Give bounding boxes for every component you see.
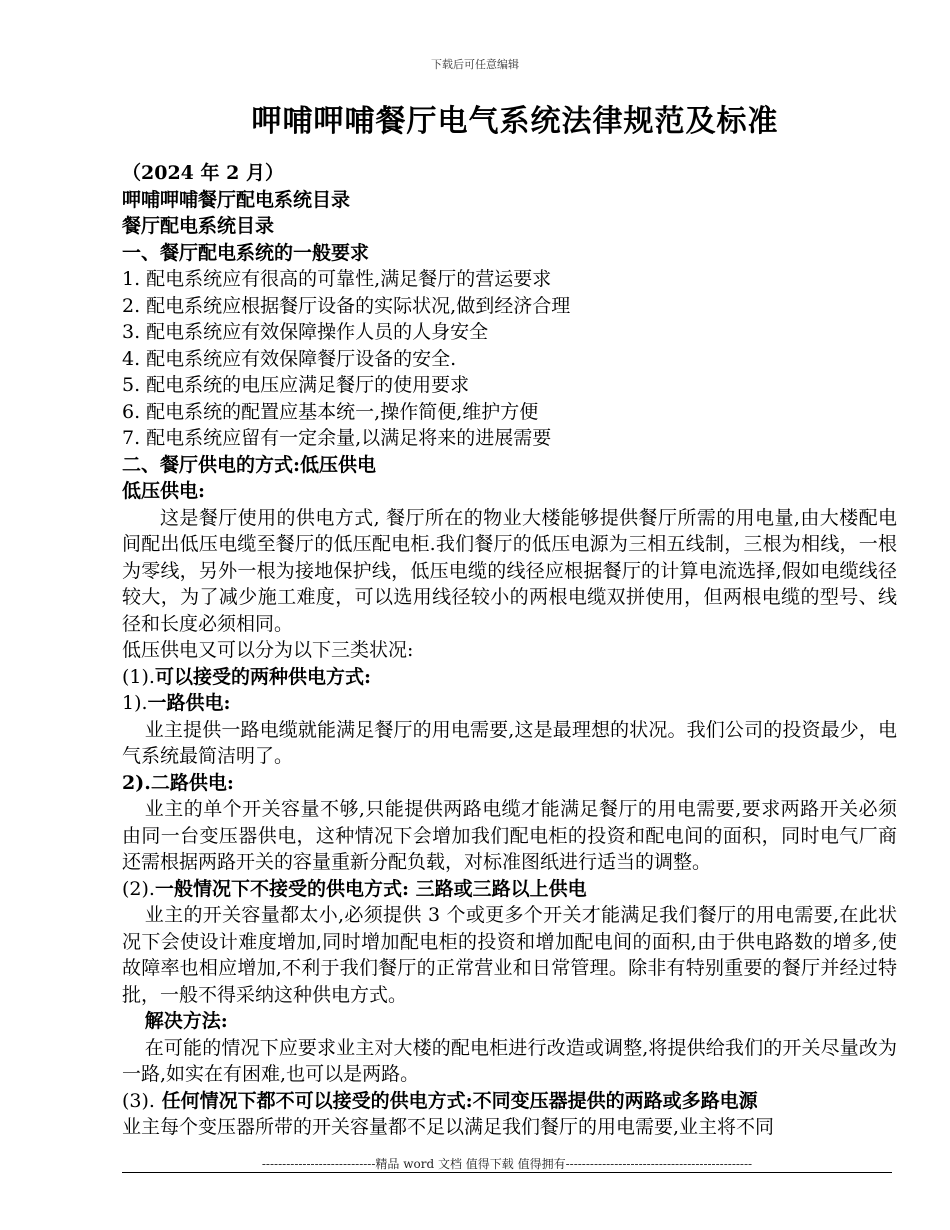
requirement-item: 1. 配电系统应有很高的可靠性,满足餐厅的营运要求	[122, 268, 552, 290]
footer-divider	[122, 1172, 892, 1173]
category-2-heading	[122, 876, 897, 903]
category-3-paragraph: 业主每个变压器所带的开关容量都不足以满足我们餐厅的用电需要,业主将不同	[122, 1116, 775, 1138]
requirement-item: 6. 配电系统的配置应基本统一,操作简便,维护方便	[122, 400, 539, 423]
category-1-title: 可以接受的两种供电方式:	[154, 665, 371, 688]
sub-2-paragraph: 业主的单个开关容量不够,只能提供两路电缆才能满足餐厅的用电需要,要求两路开关必须由同一台变压器供电，这种情况下会增加我们配电柜的投资和配电间的面积，同时电气厂商还需根据两路开关的容量重新分配负载，对标准图纸进行适当的调整。	[122, 798, 897, 873]
category-2-title: 一般情况下不接受的供电方式: 三路或三路以上供电	[154, 877, 587, 900]
requirement-item: 7. 配电系统应留有一定余量,以满足将来的进展需要	[122, 427, 552, 449]
solution-label: 解决方法:	[144, 1010, 228, 1032]
category-3-title: 任何情况下都不可以接受的供电方式:不同变压器提供的两路或多路电源	[154, 1089, 758, 1112]
sub-1-paragraph: 业主提供一路电缆就能满足餐厅的用电需要,这是最理想的状况。我们公司的投资最少，电气系统最简洁明了。	[122, 718, 897, 767]
requirement-item: 5. 配电系统的电压应满足餐厅的使用要求	[122, 374, 470, 396]
document-title: 呷哺呷哺餐厅电气系统法律规范及标准	[251, 104, 779, 139]
toc-heading-2: 餐厅配电系统目录	[122, 215, 275, 237]
sub-1-prefix: 1).	[122, 692, 148, 714]
requirement-item: 2. 配电系统应根据餐厅设备的实际状况,做到经济合理	[122, 294, 571, 317]
category-1-heading	[122, 664, 897, 691]
category-2-paragraph: 业主的开关容量都太小,必须提供 3 个或更多个开关才能满足我们餐厅的用电需要,在此状况下会使设计难度增加,同时增加配电柜的投资和增加配电间的面积,由于供电路数的增多,使故障率也相应增加,不利于我们餐厅的正常营业和日常管理。除非有特别重要的餐厅并经过特批，一般不得采纳这种供电方式。	[122, 904, 897, 1006]
solution-paragraph: 在可能的情况下应要求业主对大楼的配电柜进行改造或调整,将提供给我们的开关尽量改为一路,如实在有困难,也可以是两路。	[122, 1036, 897, 1085]
low-voltage-classes: 低压供电又可以分为以下三类状况:	[122, 639, 414, 661]
document-body	[122, 160, 897, 1141]
toc-heading-1: 呷哺呷哺餐厅配电系统目录	[122, 188, 351, 211]
section2-title: 二、餐厅供电的方式:低压供电	[122, 453, 377, 476]
category-2-prefix: (2).	[122, 877, 155, 900]
requirement-item: 4. 配电系统应有效保障餐厅设备的安全.	[122, 347, 457, 370]
requirement-item: 3. 配电系统应有效保障操作人员的人身安全	[122, 321, 489, 343]
footer-note: ----------------------------精品 word 文档 值得下载 值得拥有----------------------------------------------	[261, 1157, 753, 1171]
low-voltage-label: 低压供电:	[122, 480, 206, 502]
category-1-prefix: (1).	[122, 665, 155, 688]
sub-2-heading: 2).二路供电:	[122, 771, 234, 794]
sub-1-title: 一路供电:	[147, 692, 231, 714]
category-3-heading	[122, 1088, 897, 1115]
category-3-prefix: (3).	[122, 1089, 155, 1112]
header-note: 下载后可任意编辑	[431, 58, 519, 71]
sub-1-heading	[122, 690, 897, 717]
low-voltage-paragraph: 这是餐厅使用的供电方式, 餐厅所在的物业大楼能够提供餐厅所需的用电量,由大楼配电间配出低压电缆至餐厅的低压配电柜.我们餐厅的低压电源为三相五线制，三根为相线，一根为零线，另外一根为接地保护线，低压电缆的线径应根据餐厅的计算电流选择,假如电缆线径较大，为了减少施工难度，可以选用线径较小的两根电缆双拼使用，但两根电缆的型号、线径和长度必须相同。	[122, 506, 897, 635]
section1-title: 一、餐厅配电系统的一般要求	[122, 241, 370, 264]
date-line: （2024 年 2 月）	[122, 162, 284, 184]
